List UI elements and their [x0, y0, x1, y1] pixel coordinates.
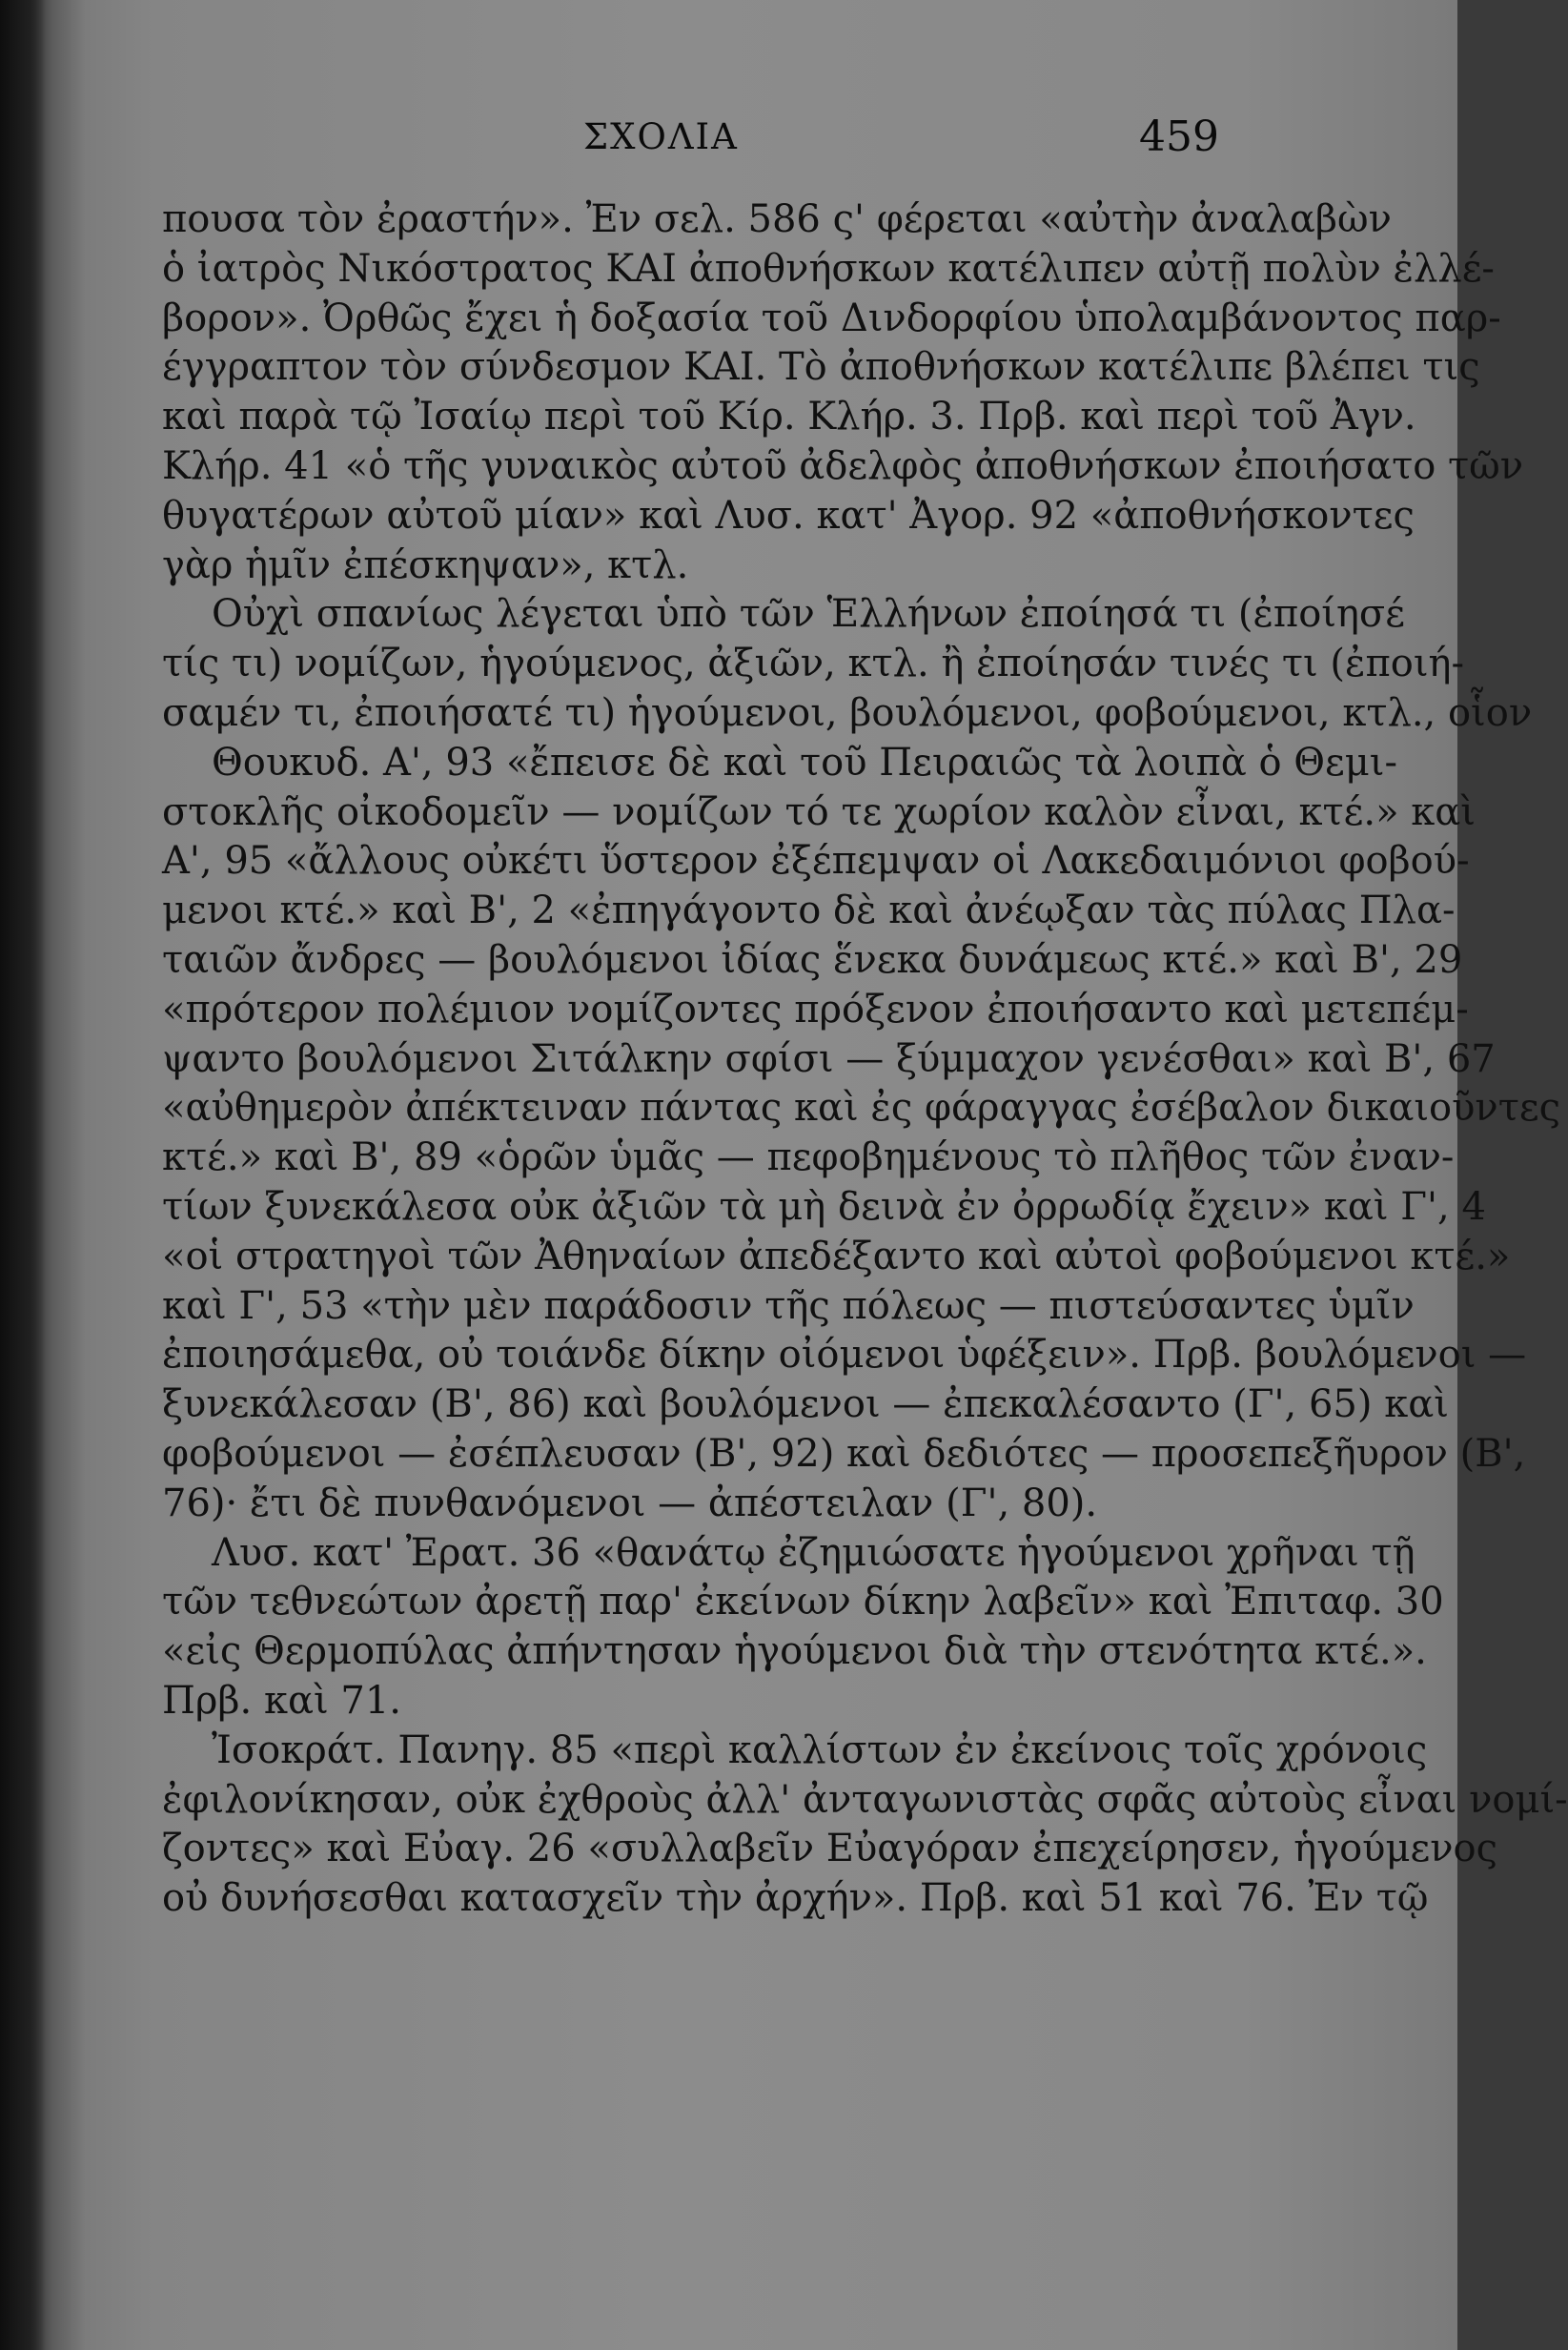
- text-line: ζοντες» καὶ Εὐαγ. 26 «συλλαβεῖν Εὐαγόραν ἐπεχείρησεν, ἡγούμενος: [162, 1827, 1498, 1871]
- text-line: οὐ δυνήσεσθαι κατασχεῖν τὴν ἀρχήν». Πρβ. καὶ 51 καὶ 76. Ἐν τῷ: [162, 1876, 1429, 1921]
- text-line: Θουκυδ. Α', 93 «ἔπεισε δὲ καὶ τοῦ Πειραιῶς τὰ λοιπὰ ὁ Θεμι-: [212, 740, 1397, 785]
- text-line: «αὐθημερὸν ἀπέκτειναν πάντας καὶ ἐς φάραγγας ἐσέβαλον δικαιοῦντες: [162, 1086, 1560, 1131]
- text-line: «πρότερον πολέμιον νομίζοντες πρόξενον ἐποιήσαντο καὶ μετεπέμ-: [162, 987, 1469, 1032]
- text-line: Πρβ. καὶ 71.: [162, 1678, 401, 1723]
- text-line: ταιῶν ἄνδρες — βουλόμενοι ἰδίας ἕνεκα δυνάμεως κτέ.» καὶ Β', 29: [162, 937, 1463, 982]
- text-line: ὁ ἰατρὸς Νικόστρατος ΚΑΙ ἀποθνήσκων κατέλιπεν αὐτῇ πολὺν ἐλλέ-: [162, 246, 1495, 291]
- text-line: τῶν τεθνεώτων ἀρετῇ παρ' ἐκείνων δίκην λαβεῖν» καὶ Ἐπιταφ. 30: [162, 1580, 1444, 1625]
- text-line: «εἰς Θερμοπύλας ἀπήντησαν ἡγούμενοι διὰ τὴν στενότητα κτέ.».: [162, 1629, 1427, 1674]
- text-line: βορον». Ὀρθῶς ἔχει ἡ δοξασία τοῦ Δινδορφίου ὑπολαμβάνοντος παρ-: [162, 296, 1501, 340]
- text-line: καὶ Γ', 53 «τὴν μὲν παράδοσιν τῆς πόλεως — πιστεύσαντες ὑμῖν: [162, 1283, 1415, 1328]
- body-text: [162, 195, 1568, 1924]
- paragraph-start-line: Λυσ. κατ' Ἐρατ. 36 «θανάτῳ ἐζημιώσατε ἡγούμενοι χρῆναι τῇ: [212, 1530, 1415, 1575]
- page-number: 459: [1139, 112, 1219, 161]
- text-line: ξυνεκάλεσαν (Β', 86) καὶ βουλόμενοι — ἐπεκαλέσαντο (Γ', 65) καὶ: [162, 1382, 1449, 1427]
- text-line: ἐφιλονίκησαν, οὐκ ἐχθροὺς ἀλλ' ἀνταγωνιστὰς σφᾶς αὐτοὺς εἶναι νομί-: [162, 1777, 1568, 1822]
- text-line: σαμέν τι, ἐποιήσατέ τι) ἡγούμενοι, βουλόμενοι, φοβούμενοι, κτλ., οἷον: [162, 690, 1533, 735]
- text-line: φοβούμενοι — ἐσέπλευσαν (Β', 92) καὶ δεδιότες — προσεπεξῆυρον (Β',: [162, 1431, 1526, 1476]
- text-line: θυγατέρων αὐτοῦ μίαν» καὶ Λυσ. κατ' Ἀγορ. 92 «ἀποθνήσκοντες: [162, 493, 1415, 538]
- book-spine-shadow: [0, 0, 46, 2350]
- text-line: πουσα τὸν ἐραστήν». Ἐν σελ. 586 ς' φέρεται «αὐτὴν ἀναλαβὼν: [162, 197, 1392, 241]
- text-line: 76)· ἔτι δὲ πυνθανόμενοι — ἀπέστειλαν (Γ', 80).: [162, 1481, 1098, 1525]
- paragraph-start-line: Οὐχὶ σπανίως λέγεται ὑπὸ τῶν Ἑλλήνων ἐποίησά τι (ἐποίησέ: [212, 592, 1405, 637]
- text-line: Α', 95 «ἄλλους οὐκέτι ὕστερον ἐξέπεμψαν οἱ Λακεδαιμόνιοι φοβού-: [162, 839, 1470, 884]
- text-line: κτέ.» καὶ Β', 89 «ὁρῶν ὑμᾶς — πεφοβημένους τὸ πλῆθος τῶν ἐναν-: [162, 1135, 1455, 1180]
- running-title: ΣΧΟΛΙΑ: [583, 116, 739, 157]
- text-line: τίς τι) νομίζων, ἡγούμενος, ἀξιῶν, κτλ. ἢ ἐποίησάν τινές τι (ἐποιή-: [162, 642, 1465, 686]
- text-line: γὰρ ἡμῖν ἐπέσκηψαν», κτλ.: [162, 542, 689, 587]
- text-line: Κλήρ. 41 «ὁ τῆς γυναικὸς αὐτοῦ ἀδελφὸς ἀποθνήσκων ἐποιήσατο τῶν: [162, 443, 1524, 488]
- text-line: τίων ξυνεκάλεσα οὐκ ἀξιῶν τὰ μὴ δεινὰ ἐν ὀρρωδίᾳ ἔχειν» καὶ Γ', 4: [162, 1184, 1486, 1229]
- text-line: καὶ παρὰ τῷ Ἰσαίῳ περὶ τοῦ Κίρ. Κλήρ. 3. Πρβ. καὶ περὶ τοῦ Ἀγν.: [162, 395, 1416, 439]
- text-line: ψαντο βουλόμενοι Σιτάλκην σφίσι — ξύμμαχον γενέσθαι» καὶ Β', 67: [162, 1036, 1496, 1081]
- text-line: «οἱ στρατηγοὶ τῶν Ἀθηναίων ἀπεδέξαντο καὶ αὐτοὶ φοβούμενοι κτέ.»: [162, 1234, 1511, 1278]
- page-header: [0, 112, 1457, 164]
- text-line: μενοι κτέ.» καὶ Β', 2 «ἐπηγάγοντο δὲ καὶ ἀνέῳξαν τὰς πύλας Πλα-: [162, 889, 1456, 933]
- text-line: έγγραπτον τὸν σύνδεσμον ΚΑΙ. Τὸ ἀποθνήσκων κατέλιπε βλέπει τις: [162, 345, 1480, 390]
- paragraph-start-line: Ἰσοκράτ. Πανηγ. 85 «περὶ καλλίστων ἐν ἐκείνοις τοῖς χρόνοις: [212, 1727, 1428, 1772]
- text-line: στοκλῆς οἰκοδομεῖν — νομίζων τό τε χωρίον καλὸν εἶναι, κτέ.» καὶ: [162, 789, 1476, 834]
- text-line: ἐποιησάμεθα, οὐ τοιάνδε δίκην οἰόμενοι ὑφέξειν». Πρβ. βουλόμενοι —: [162, 1333, 1527, 1378]
